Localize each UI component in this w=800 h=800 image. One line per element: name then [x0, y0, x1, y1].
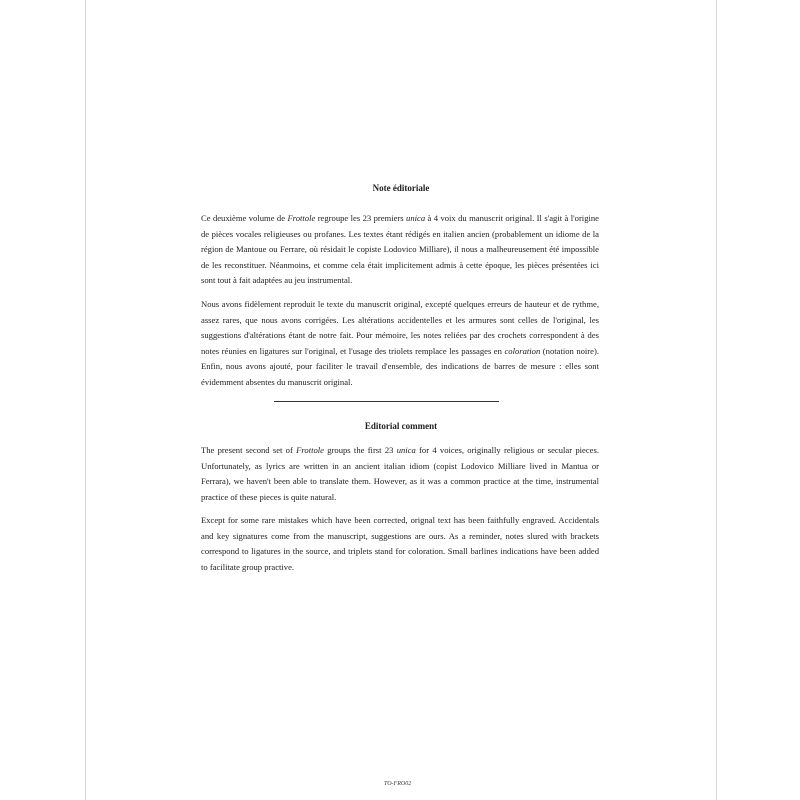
english-paragraph-1	[201, 443, 599, 505]
body-text: regroupe les 23 premiers	[315, 213, 407, 223]
french-paragraph-1	[201, 211, 599, 289]
body-text: (notation noire). Enfin, nous avons ajouté, pour faciliter le travail d'ensemble, des indications de barres de mesure : elles sont évidemment absentes du manuscrit original.	[201, 345, 599, 387]
body-text: Nous avons fidèlement reproduit le texte du manuscrit original, excepté quelques erreurs de hauteur et de rythme, assez rares, que nous avons corrigées. Les altérations accidentelles et les armures sont celles de l'original, les suggestions d'altérations étant de notre fait. Pour mémoire, les notes reliées par des crochets correspondent à des notes réunies en ligatures sur l'original, et l'usage des triolets remplace les passages en	[201, 299, 599, 356]
french-heading: Note éditoriale	[372, 183, 430, 193]
catalog-number: TO-FRO02	[384, 781, 412, 787]
body-text: Ce deuxième volume de	[201, 213, 288, 223]
body-text: for 4 voices, originally religious or secular pieces. Unfortunately, as lyrics are written in an ancient italian idiom (copist Lodovico Milliare lived in Mantua or Ferrara), we haven't been able to translate them. However, as it was a common practice at the time, instrumental practice of these pieces is quite natural.	[201, 445, 599, 502]
emphasis-text: unica	[406, 213, 426, 223]
emphasis-text: unica	[396, 445, 416, 455]
english-heading: Editorial comment	[364, 421, 438, 431]
body-text: groups the first 23	[323, 445, 397, 455]
section-divider	[274, 401, 499, 402]
body-text: Except for some rare mistakes which have been corrected, orignal text has been faithfully engraved. Accidentals and key signatures come from the manuscript, suggestions are ours. As a reminder, notes slured with brackets correspond to ligatures in the source, and triplets stand for coloration. Small barlines indications have been added to facilitate group practive.	[201, 515, 599, 572]
english-paragraph-2	[201, 513, 599, 575]
french-paragraph-2	[201, 297, 599, 390]
emphasis-text: Frottole	[296, 445, 324, 455]
body-text: The present second set of	[201, 445, 297, 455]
score-page	[85, 0, 717, 800]
emphasis-text: Frottole	[287, 213, 316, 223]
emphasis-text: coloration	[504, 345, 541, 356]
body-text: à 4 voix du manuscrit original. Il s'agit à l'origine de pièces vocales religieuses ou profanes. Les textes étant rédigés en italien ancien (probablement un idiome de la région de Mantoue ou Ferrare, où résidait le copiste Lodovico Milliare), il nous a malheureusement été impossible de les reconstituer. Néanmoins, et comme cela était implicitement admis à cette époque, les pièces présentées ici sont tout à fait adaptées au jeu instrumental.	[201, 213, 599, 285]
